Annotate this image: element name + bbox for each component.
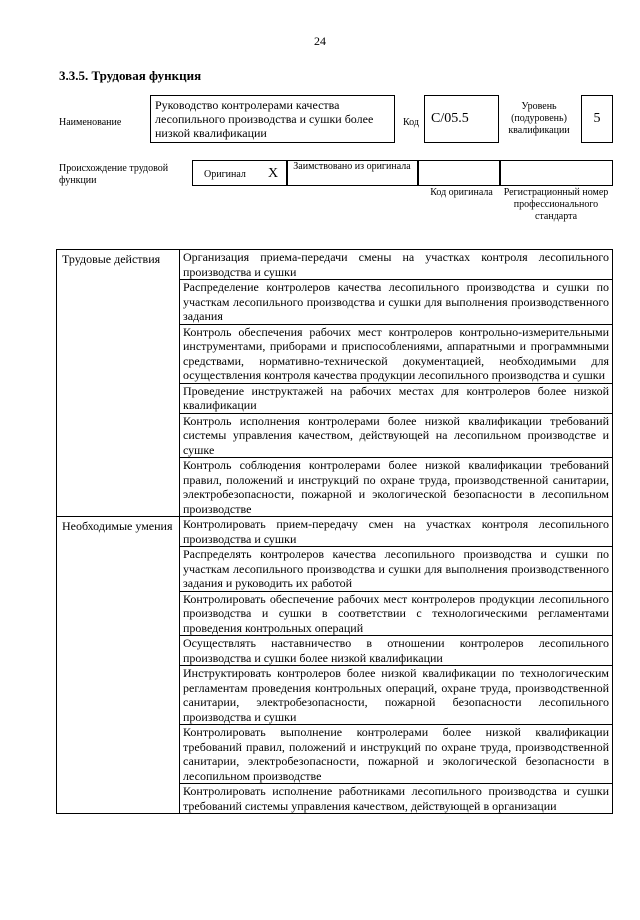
table-cell: Контролировать выполнение контролерами более низкой квалификации требований правил, положений и инструкций по охране труда, производственной санитарии, электробезопасности, пожарной и экологической безопасности в лесопильном производстве xyxy=(180,725,613,784)
section-heading: 3.3.5. Трудовая функция xyxy=(59,68,202,83)
table-cell: Распределять контролеров качества лесопильного производства и сушки по участкам лесопильного производства и сушки для выполнения производственного задания и руководить их работой xyxy=(180,547,613,592)
section-title-actions: Трудовые действия xyxy=(57,250,180,517)
page-number: 24 xyxy=(314,34,326,48)
name-value: Руководство контролерами качества лесопильного производства и сушки более низкой квалификации xyxy=(150,95,395,143)
table-cell: Инструктировать контролеров более низкой квалификации по технологическим регламентам проведения контрольных операций, охране труда, производственной санитарии, электробезопасности, пожарной безопасности лесопильного производства и сушки xyxy=(180,666,613,725)
code-label: Код xyxy=(403,117,419,128)
table-cell: Осуществлять наставничество в отношении контролеров лесопильного производства и сушки более низкой квалификации xyxy=(180,636,613,666)
table-cell: Контроль обеспечения рабочих мест контролеров контрольно-измерительными инструментами, приборами и приспособлениями, аппаратными и программными средствами, нормативно-технической документацией, необходимыми для осуществления контроля качества продукции лесопильного производства и сушки xyxy=(180,324,613,383)
table-row xyxy=(57,250,613,280)
section-title-skills: Необходимые умения xyxy=(57,517,180,814)
table-cell: Контролировать прием-передачу смен на участках контроля лесопильного производства и сушки xyxy=(180,517,613,547)
origin-mark: X xyxy=(268,166,279,181)
table-row xyxy=(57,517,613,547)
level-label: Уровень (подуровень) квалификации xyxy=(508,101,570,136)
table-cell: Организация приема-передачи смены на участках контроля лесопильного производства и сушки xyxy=(180,250,613,280)
level-value: 5 xyxy=(581,95,613,143)
table-cell: Контролировать обеспечение рабочих мест контролеров продукции лесопильного производства и сушки в соответствии с технологическими регламентами проведения контрольных операций xyxy=(180,591,613,636)
table-cell: Проведение инструктажей на рабочих местах для контролеров более низкой квалификации xyxy=(180,383,613,413)
table-cell: Контроль соблюдения контролерами более низкой квалификации требований правил, положений и инструкций по охране труда, производственной санитарии, электробезопасности, пожарной и экологической безопасности в лесопильном производстве xyxy=(180,458,613,517)
function-table xyxy=(56,249,613,814)
reg-number-caption: Регистрационный номер профессионального стандарта xyxy=(503,187,609,222)
table-cell: Контролировать исполнение работниками лесопильного производства и сушки требований системы управления качеством, действующей в организации xyxy=(180,784,613,814)
code-original-caption: Код оригинала xyxy=(430,187,493,198)
name-label: Наименование xyxy=(59,117,122,128)
origin-borrowed-label: Заимствовано из оригинала xyxy=(293,161,411,172)
origin-label: Происхождение трудовой функции xyxy=(59,163,169,186)
origin-original-label: Оригинал xyxy=(204,169,246,180)
code-value: С/05.5 xyxy=(424,95,499,143)
table-cell: Контроль исполнения контролерами более низкой квалификации требований системы управления качеством, действующей на лесопильном производстве и сушке xyxy=(180,413,613,458)
table-cell: Распределение контролеров качества лесопильного производства и сушки по участкам лесопильного производства и сушки для выполнения производственного задания xyxy=(180,280,613,325)
reg-number-cell xyxy=(500,160,613,186)
code-original-cell xyxy=(418,160,500,186)
